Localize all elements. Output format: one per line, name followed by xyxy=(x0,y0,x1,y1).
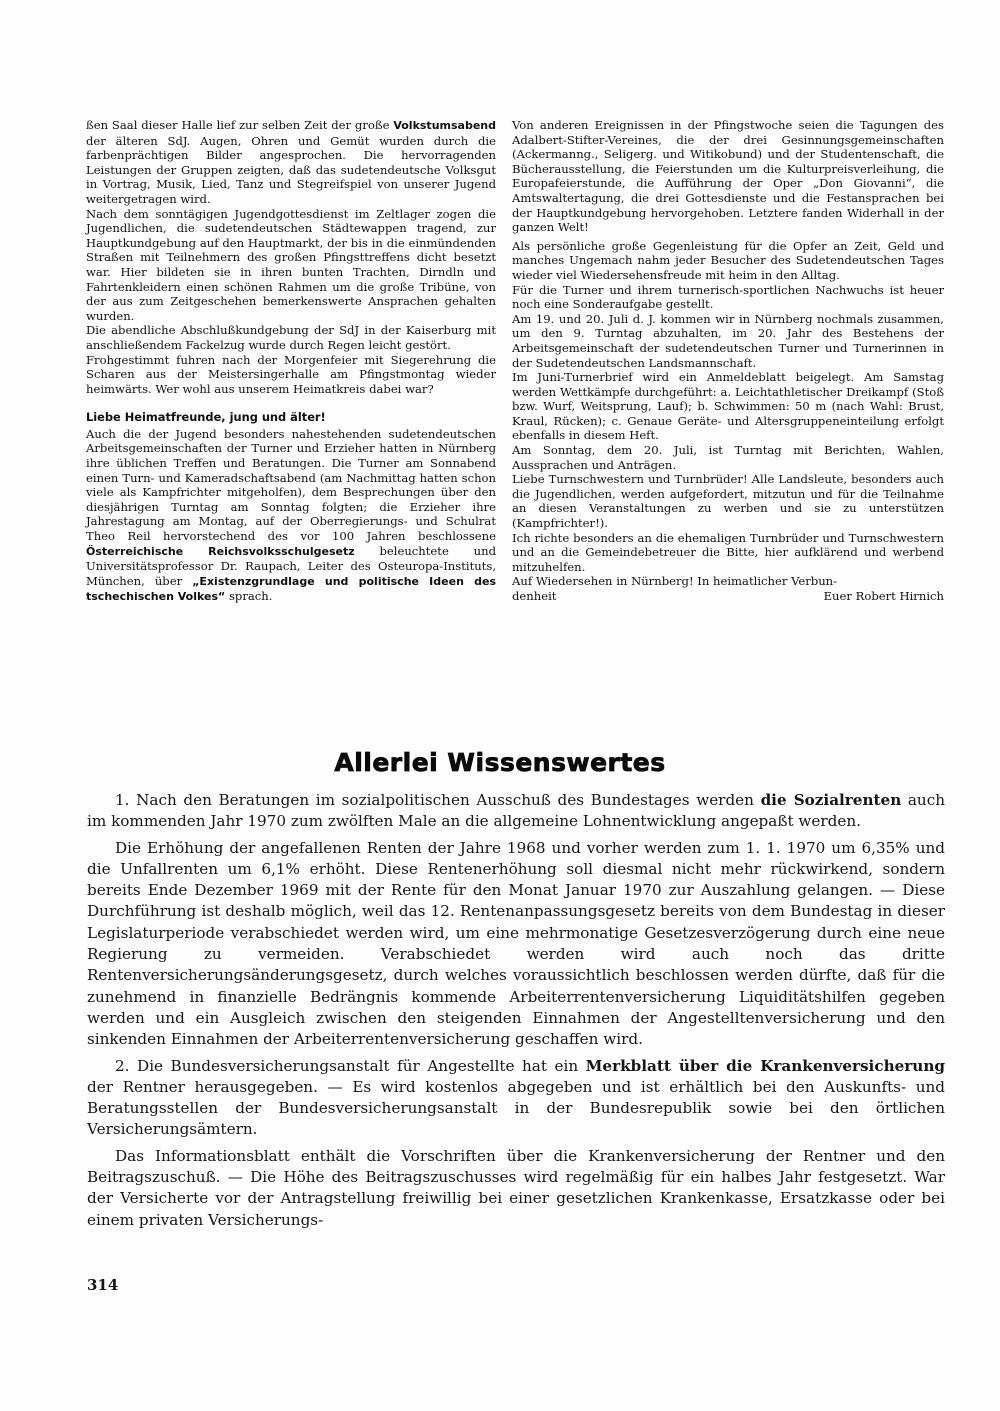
paragraph: 2. Die Bundesversicherungsanstalt für Angestellte hat ein Merkblatt über die Krankenversicherung der Rentner herausgegeben. — Es wird kostenlos abgegeben und ist erhältlich bei den Auskunfts- und Beratungsstellen der Bundesversicherungsanstalt in der Bundesrepublik sowie bei den örtlichen Versicherungsämtern. xyxy=(87,1056,945,1139)
paragraph: Nach dem sonntägigen Jugendgottesdienst im Zeltlager zogen die Jugendlichen, die sudetendeutschen Städtewappen tragend, zur Hauptkundgebung auf den Hauptmarkt, der bis in die einmündenden Straßen mit Teilnehmern des großen Pfingsttreffens dicht besetzt war. Hier bildeten sie in ihren bunten Trachten, Dirndln und Fahrtenkleidern einen schönen Rahmen um die große Tribüne, von der aus zum Zeitgeschehen bemerkenswerte Ansprachen gehalten wurden. xyxy=(86,206,496,323)
paragraph: ßen Saal dieser Halle lief zur selben Zeit der große Volkstumsabend der älteren SdJ. Augen, Ohren und Gemüt wurden durch die farbenprächtigen Bilder angesprochen. Die hervorragenden Leistungen der Gruppen zeigten, daß das sudetendeutsche Volksgut in Vortrag, Musik, Lied, Tanz und Stegreifspiel von unserer Jugend weitergetragen wird. xyxy=(86,118,496,206)
paragraph: Frohgestimmt fuhren nach der Morgenfeier mit Siegerehrung die Scharen aus der Meistersingerhalle am Pfingstmontag wieder heimwärts. Wer wohl aus unserem Heimatkreis dabei war? xyxy=(86,352,496,396)
bold-term: Volkstumsabend xyxy=(393,119,496,132)
signature-line: denheit Euer Robert Hirnich xyxy=(512,589,944,603)
signature: Euer Robert Hirnich xyxy=(823,589,944,603)
paragraph: Von anderen Ereignissen in der Pfingstwoche seien die Tagungen des Adalbert-Stifter-Vereines, die der drei Gesinnungsgemeinschaften (Ackermanng., Seligerg. und Witikobund) und der Studentenschaft, die Bücherausstellung, die Feierstunden um die Kulturpreisverleihung, die Europafeierstunde, die Aufführung der Oper „Don Giovanni“, die Amtswaltertagung, die drei Gottesdienste und die Festansprachen bei der Hauptkundgebung hervorgehoben. Letztere fanden Widerhall in der ganzen Welt! xyxy=(512,118,944,235)
bold-term: „Existenzgrundlage und politische Ideen des tschechischen Volkes“ xyxy=(86,574,496,604)
bold-term: Merkblatt über die Krankenversicherung xyxy=(585,1056,945,1075)
paragraph: Auf Wiedersehen in Nürnberg! In heimatlicher Verbun- xyxy=(512,574,838,589)
paragraph: Das Informationsblatt enthält die Vorschriften über die Krankenversicherung der Rentner und den Beitragszuschuß. — Die Höhe des Beitragszuschusses wird regelmäßig für ein halbes Jahr festgesetzt. War der Versicherte vor der Antragstellung freiwillig bei einer gesetzlichen Krankenkasse, Ersatzkasse oder bei einem privaten Versicherungs- xyxy=(87,1146,945,1229)
paragraph: Im Juni-Turnerbrief wird ein Anmeldeblatt beigelegt. Am Samstag werden Wettkämpfe durchgeführt: a. Leichtathletischer Dreikampf (Stoß bzw. Wurf, Weitsprung, Lauf); b. Schwimmen: 50 m (nach Wahl: Brust, Kraul, Rücken); c. Genaue Geräte- und Altersgruppeneinteilung erfolgt ebenfalls in diesem Heft. xyxy=(512,370,944,443)
paragraph: Auch die der Jugend besonders nahestehenden sudetendeutschen Arbeitsgemeinschaften der Turner und Erzieher hatten in Nürnberg ihre üblichen Treffen und Beratungen. Die Turner am Sonnabend einen Turn- und Kameradschaftsabend (am Nachmittag hatten schon viele als Kampfrichter mitgeholfen), dem Besprechungen über den diesjährigen Turntag am Sonntag folgten; die Erzieher ihre Jahrestagung am Montag, auf der Oberregierungs- und Schulrat Theo Reil hervorstechend des vor 100 Jahren beschlossene Österreichische Reichsvolksschulgesetz beleuchtete und Universitätsprofessor Dr. Raupach, Leiter des Osteuropa-Instituts, München, über „Existenzgrundlage und politische Ideen des tschechischen Volkes“ sprach. xyxy=(86,426,496,604)
subheading: Liebe Heimatfreunde, jung und älter! xyxy=(86,410,326,425)
left-column xyxy=(86,118,496,605)
paragraph: Liebe Turnschwestern und Turnbrüder! Alle Landsleute, besonders auch die Jugendlichen, werden aufgefordert, mitzutun und für die Teilnahme an diesen Veranstaltungen zu werben und sie zu unterstützen (Kampfrichter!). xyxy=(512,472,944,531)
bold-term: die Sozialrenten xyxy=(760,791,902,809)
paragraph: Für die Turner und ihrem turnerisch-sportlichen Nachwuchs ist heuer noch eine Sonderaufgabe gestellt. xyxy=(512,282,944,312)
paragraph: Als persönliche große Gegenleistung für die Opfer an Zeit, Geld und manches Ungemach nahm jeder Besucher des Sudetendeutschen Tages wieder viel Wiedersehensfreude mit heim in den Alltag. xyxy=(512,238,944,282)
paragraph: Am Sonntag, dem 20. Juli, ist Turntag mit Berichten, Wahlen, Aussprachen und Anträgen. xyxy=(512,443,944,472)
paragraph: 1. Nach den Beratungen im sozialpolitischen Ausschuß des Bundestages werden die Sozialrenten auch im kommenden Jahr 1970 zum zwölften Male an die allgemeine Lohnentwicklung angepaßt werden. xyxy=(87,791,945,831)
bold-term: Österreichische Reichsvolksschulgesetz xyxy=(86,544,355,558)
paragraph: Ich richte besonders an die ehemaligen Turnbrüder und Turnschwestern und an die Gemeindebetreuer die Bitte, hier aufklärend und werbend mitzuhelfen. xyxy=(512,530,944,574)
right-column xyxy=(512,118,944,604)
section-body xyxy=(87,790,945,1236)
paragraph: Am 19. und 20. Juli d. J. kommen wir in Nürnberg nochmals zusammen, um den 9. Turntag abzuhalten, im 20. Jahr des Bestehens der Arbeitsgemeinschaft der sudetendeutschen Turner und Turnerinnen in der Sudetendeutschen Landsmannschaft. xyxy=(512,311,944,370)
page-number: 314 xyxy=(87,1276,119,1294)
paragraph: Die Erhöhung der angefallenen Renten der Jahre 1968 und vorher werden zum 1. 1. 1970 um 6,35% und die Unfallrenten um 6,1% erhöht. Diese Rentenerhöhung soll diesmal nicht mehr rückwirkend, sondern bereits Ende Dezember 1969 mit der Rente für den Monat Januar 1970 zur Auszahlung gelangen. — Diese Durchführung ist deshalb möglich, weil das 12. Rentenanpassungsgesetz bereits von dem Bundestag in dieser Legislaturperiode verabschiedet werden wird, um eine mehrmonatige Gesetzesverzögerung durch eine neue Regierung zu vermeiden. Verabschiedet werden wird auch noch das dritte Rentenversicherungsänderungsgesetz, durch welches voraussichtlich beschlossen werden dürfte, daß für die zunehmend in finanzielle Bedrängnis kommende Arbeiterrentenversicherung Liquiditätshilfen gegeben werden und ein Ausgleich zwischen den steigenden Einnahmen der Angestelltenversicherung und den sinkenden Einnahmen der Arbeiterrentenversicherung geschaffen wird. xyxy=(87,838,945,1049)
section-title: Allerlei Wissenswertes xyxy=(334,748,666,777)
paragraph: Die abendliche Abschlußkundgebung der SdJ in der Kaiserburg mit anschließendem Fackelzug wurde durch Regen leicht gestört. xyxy=(86,323,496,352)
